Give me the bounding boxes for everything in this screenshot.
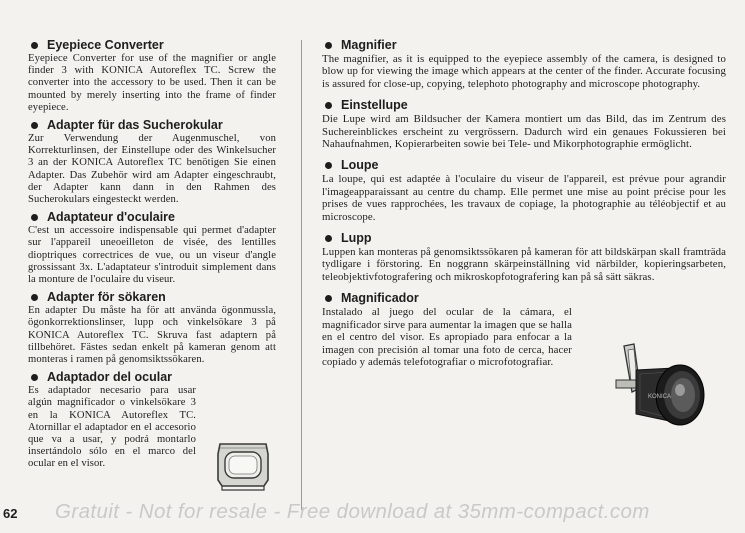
heading-text: Adapter för sökaren: [47, 290, 166, 305]
section-magnifier-sv: [322, 231, 726, 283]
bullet-icon: [31, 374, 38, 381]
bullet-icon: [325, 295, 332, 302]
heading-text: Magnifier: [341, 38, 397, 52]
section-magnifier-de: [322, 98, 726, 150]
bullet-icon: [325, 42, 332, 49]
bullet-icon: [31, 214, 38, 221]
section-heading: [28, 290, 276, 305]
magnifier-image: [610, 340, 720, 432]
heading-text: Adaptador del ocular: [47, 370, 173, 385]
right-column: [322, 38, 726, 376]
heading-text: Loupe: [341, 158, 379, 173]
section-adapter-sv: [28, 290, 276, 366]
section-heading: [322, 38, 726, 53]
bullet-icon: [31, 294, 38, 301]
bullet-icon: [325, 162, 332, 169]
section-body: C'est un accessoire indispensable qui permet d'adapter sur l'appareil uneoeilleton de visée, des lentilles dioptriques correctrices de vue, ou un viseur d'angle grossissant 3x. L'adaptateur s'introduit simplement dans la monture de l'oculaire du viseur.: [28, 225, 276, 286]
section-body: Eyepiece Converter for use of the magnifier or angle finder 3 with KONICA Autoreflex TC. Screw the converter into the accessory to be used. Then it can be mounted by merely inserting into the frame of finder eyepiece.: [28, 53, 276, 113]
section-body: Es adaptador necesario para usar algún magnificador o vinkelsökare 3 en la KONICA Autoreflex TC. Atornillar el adaptador en el accesorio que va a usar, y podrá montarlo insertándolo sólo en el marco del ocular en el visor.: [28, 385, 196, 470]
section-heading: [28, 210, 276, 225]
section-eyepiece-converter: [28, 38, 276, 114]
section-adapter-fr: [28, 210, 276, 286]
section-body: Zur Verwendung der Augenmuschel, von Korrekturlinsen, der Einstellupe oder des Winkelsucher 3 an der KONICA Autoreflex TC benötigen Sie einen Adapter. Das Zubehör wird am Adapter eingeschraubt, der Adapter kann dann in den Rahmen des Sucherokulars eingesteckt werden.: [28, 133, 276, 206]
left-column: [28, 38, 276, 475]
section-heading: [322, 98, 726, 113]
section-body: La loupe, qui est adaptée à l'oculaire du viseur de l'appareil, est prévue pour agrandir l'imageapparaissant au centre du champ. Elle permet une mise au point précise pour les prises de vues rapprochées, les travaux de copiage, la photographie au téléobjectif et au microscope.: [322, 173, 726, 223]
section-heading: [28, 370, 276, 385]
bullet-icon: [325, 102, 332, 109]
column-divider: [301, 40, 302, 510]
section-heading: [322, 158, 726, 173]
section-heading: [28, 118, 276, 133]
page-number: 62: [3, 506, 18, 521]
bullet-icon: [31, 122, 38, 129]
heading-text: Adaptateur d'oculaire: [47, 210, 175, 225]
heading-text: Lupp: [341, 231, 372, 246]
section-heading: [28, 38, 276, 53]
magnifier-brand-text: KONICA: [648, 394, 672, 400]
heading-text: Magnificador: [341, 291, 419, 306]
heading-text: Adapter für das Sucherokular: [47, 118, 223, 133]
section-body: Luppen kan monteras på genomsiktssökaren på kameran för att bildskärpan skall framträda tydligare i förstoring. En noggrann skärpeinställning vid närbilder, kopieringsarbeten, teleobjektivfotografering och mikroskopfotografering kan på så sätt säkras.: [322, 246, 726, 283]
heading-text: Einstellupe: [341, 98, 408, 113]
watermark: Gratuit - Not for resale - Free download at 35mm-compact.com: [55, 500, 650, 523]
heading-text: Eyepiece Converter: [47, 38, 164, 52]
section-heading: [322, 231, 726, 246]
section-body: Die Lupe wird am Bildsucher der Kamera montiert um das Bild, das im Zentrum des Suchereinblickes erscheint zu vergrössern. Dadurch wird ein genaues Fokussieren bei Nahaufnahmen, Kopierarbeiten sowie bei Tele- und Mikorphotographie ermöglicht.: [322, 113, 726, 151]
section-adapter-de: [28, 118, 276, 206]
section-body: The magnifier, as it is equipped to the eyepiece assembly of the camera, is designed to blow up for viewing the image which appears at the center of the finder. Accurate focusing is assured for close-up, copying, telephoto photography and microscope photography.: [322, 53, 726, 90]
bullet-icon: [31, 42, 38, 49]
section-magnifier-fr: [322, 158, 726, 223]
eyepiece-adapter-image: [210, 434, 276, 492]
section-heading: [322, 291, 726, 306]
bullet-icon: [325, 235, 332, 242]
section-body: En adapter Du måste ha för att använda ögonmussla, ögonkorrektionslinser, lupp och vinkelsökare 3 på KONICA Autoreflex TC. Skruva fast adaptern på tillbehöret. Fästes sedan enkelt på kameran genom att monteras i ramen på genomsiktssökaren.: [28, 305, 276, 366]
section-body: Instalado al juego del ocular de la cámara, el magnificador sirve para aumentar la imagen que se halla en el centro del visor. Es apropiado para enfocar a la imagen con precisión al tomar una foto de cerca, hacer copiado y además telefotografiar o microfotografiar.: [322, 306, 572, 368]
section-magnifier-en: [322, 38, 726, 90]
